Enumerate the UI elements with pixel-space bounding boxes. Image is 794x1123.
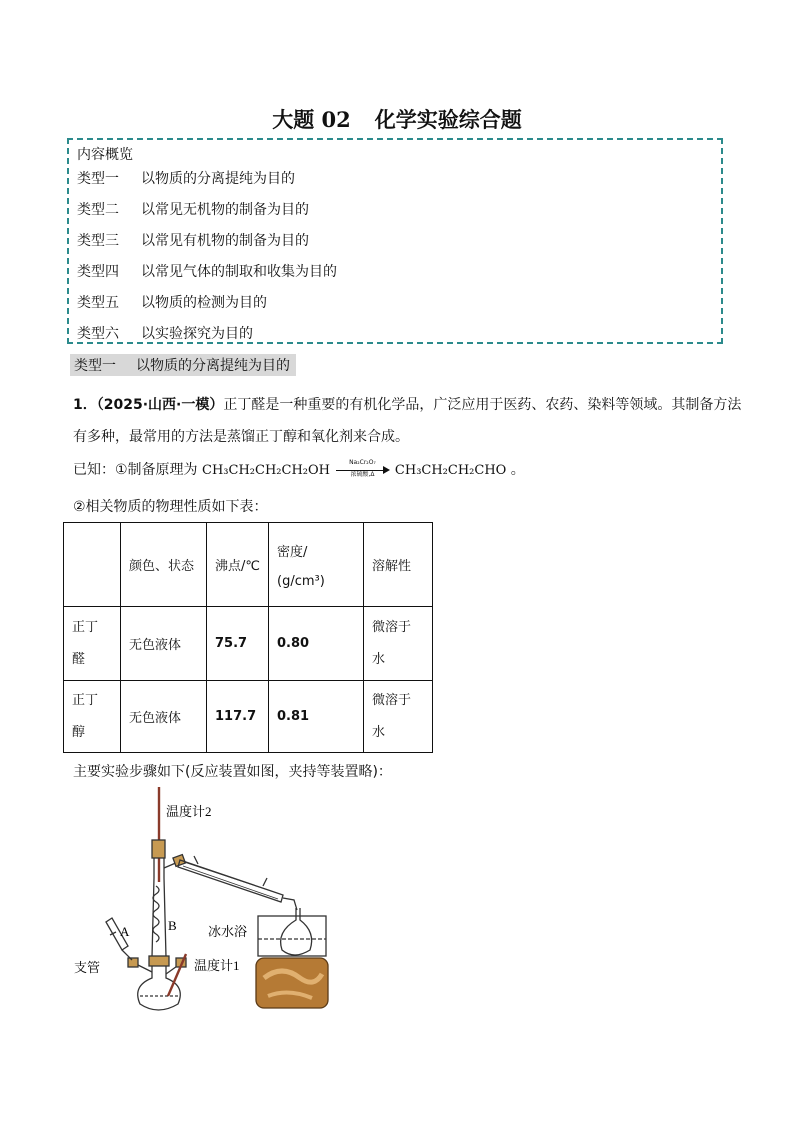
- apparatus-figure: [68, 782, 338, 1018]
- heater: [256, 958, 328, 1008]
- table-cell-solubility: 微溶于 水: [364, 681, 433, 753]
- table-cell-state: 无色液体: [121, 681, 207, 753]
- table-header-cell: 沸点/℃: [207, 523, 269, 607]
- product-formula: CH₃CH₂CH₂CHO: [394, 463, 507, 478]
- adapter: [283, 898, 297, 910]
- label-ice-bath: 冰水浴: [208, 924, 248, 939]
- flask-stopper: [149, 956, 169, 966]
- overview-item: 类型五 以物质的检测为目的: [77, 295, 267, 311]
- table-cell-solubility: 微溶于 水: [364, 607, 433, 681]
- steps-intro: 主要实验步骤如下(反应装置如图，夹持等装置略)：: [73, 764, 392, 780]
- overview-item: 类型三 以常见有机物的制备为目的: [77, 233, 309, 249]
- receiving-flask: [281, 908, 312, 955]
- round-bottom-flask: [138, 966, 181, 1010]
- table-row: [64, 681, 433, 753]
- table-row: [64, 607, 433, 681]
- column-stopper: [152, 840, 165, 858]
- overview-box: [67, 138, 723, 344]
- table-cell-name: 正丁 醇: [64, 681, 121, 753]
- table-header-cell: [64, 523, 121, 607]
- overview-item: 类型六 以实验探究为目的: [77, 326, 253, 342]
- table-header-cell: 颜色、状态: [121, 523, 207, 607]
- table-header-cell: 溶解性: [364, 523, 433, 607]
- reactant-formula: CH₃CH₂CH₂CH₂OH: [202, 463, 330, 478]
- table-cell-state: 无色液体: [121, 607, 207, 681]
- overview-item: 类型四 以常见气体的制取和收集为目的: [77, 264, 337, 280]
- section-label: 类型一 以物质的分离提纯为目的: [70, 354, 296, 376]
- table-intro: ②相关物质的物理性质如下表：: [73, 499, 268, 515]
- overview-heading: 内容概览: [77, 147, 133, 163]
- label-a: A: [120, 924, 130, 939]
- question-line-2: 有多种，最常用的方法是蒸馏正丁醇和氧化剂来合成。: [73, 429, 409, 445]
- overview-item: 类型一 以物质的分离提纯为目的: [77, 171, 295, 187]
- reaction-arrow: Na₂Cr₂O₇ 浓硫酸,Δ: [334, 463, 390, 477]
- table-cell-bp: 75.7: [207, 607, 269, 681]
- table-cell-density: 0.80: [269, 607, 364, 681]
- label-thermometer-2: 温度计2: [166, 804, 212, 819]
- table-cell-density: 0.81: [269, 681, 364, 753]
- label-thermometer-1: 温度计1: [194, 958, 240, 973]
- table-header-cell: 密度/ (g/cm³): [269, 523, 364, 607]
- table-header-row: [64, 523, 433, 607]
- reaction-line: 已知：①制备原理为 CH₃CH₂CH₂CH₂OH Na₂Cr₂O₇ 浓硫酸,Δ CH₃CH₂CH₂CHO 。: [73, 459, 525, 478]
- table-cell-name: 正丁 醛: [64, 607, 121, 681]
- table-cell-bp: 117.7: [207, 681, 269, 753]
- page-title: 大题 02 化学实验综合题: [272, 107, 522, 132]
- condenser: [178, 860, 283, 902]
- label-branch: 支管: [74, 960, 101, 975]
- properties-table: [63, 522, 433, 753]
- label-b: B: [168, 918, 177, 933]
- question-line-1: 1．（2025·山西·一模）正丁醛是一种重要的有机化学品，广泛应用于医药、农药、染料等领域。其制备方法: [73, 397, 742, 413]
- overview-item: 类型二 以常见无机物的制备为目的: [77, 202, 309, 218]
